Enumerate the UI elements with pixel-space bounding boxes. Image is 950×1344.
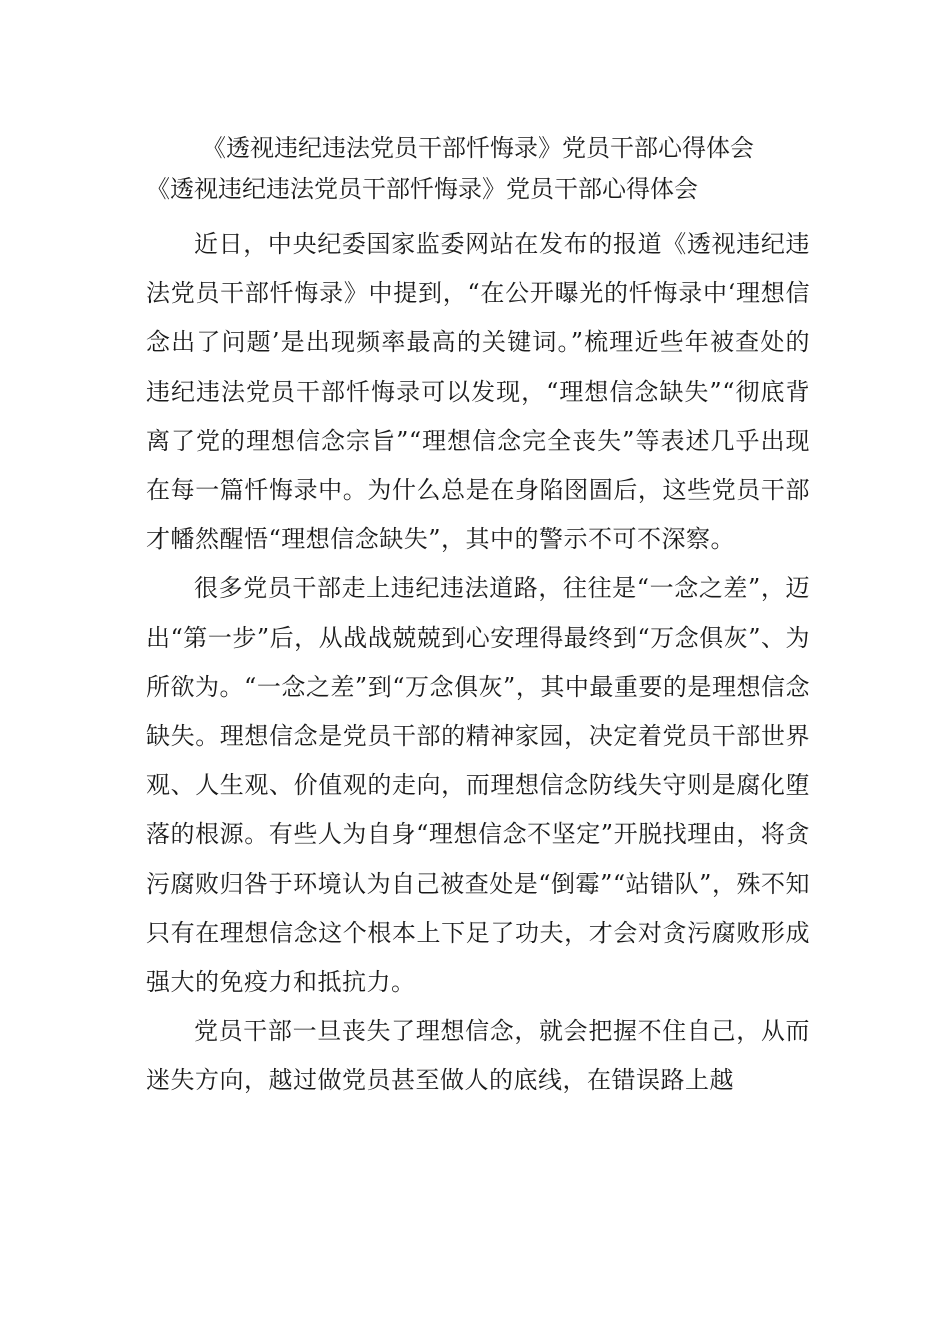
document-title: 《透视违纪违法党员干部忏悔录》党员干部心得体会	[202, 134, 754, 162]
paragraph-1: 近日，中央纪委国家监委网站在发布的报道《透视违纪违法党员干部忏悔录》中提到，“在公开曝光的忏悔录中‘理想信念出了问题’是出现频率最高的关键词。”梳理近些年被查处的违纪违法党员干部忏悔录可以发现，“理想信念缺失”“彻底背离了党的理想信念宗旨”“理想信念完全丧失”等表述几乎出现在每一篇忏悔录中。为什么总是在身陷囹圄后，这些党员干部才幡然醒悟“理想信念缺失”，其中的警示不可不深察。	[146, 230, 810, 554]
paragraph-3: 党员干部一旦丧失了理想信念，就会把握不住自己，从而迷失方向，越过做党员甚至做人的底线，在错误路上越	[146, 1017, 810, 1095]
paragraph-2: 很多党员干部走上违纪违法道路，往往是“一念之差”，迈出“第一步”后，从战战兢兢到心安理得最终到“万念俱灰”、为所欲为。“一念之差”到“万念俱灰”，其中最重要的是理想信念缺失。理想信念是党员干部的精神家园，决定着党员干部世界观、人生观、价值观的走向，而理想信念防线失守则是腐化堕落的根源。有些人为自身“理想信念不坚定”开脱找理由，将贪污腐败归咎于环境认为自己被查处是“倒霉”“站错队”，殊不知只有在理想信念这个根本上下足了功夫，才会对贪污腐败形成强大的免疫力和抵抗力。	[146, 574, 810, 997]
document-page	[146, 128, 810, 1106]
document-subtitle: 《透视违纪违法党员干部忏悔录》党员干部心得体会	[146, 175, 698, 203]
